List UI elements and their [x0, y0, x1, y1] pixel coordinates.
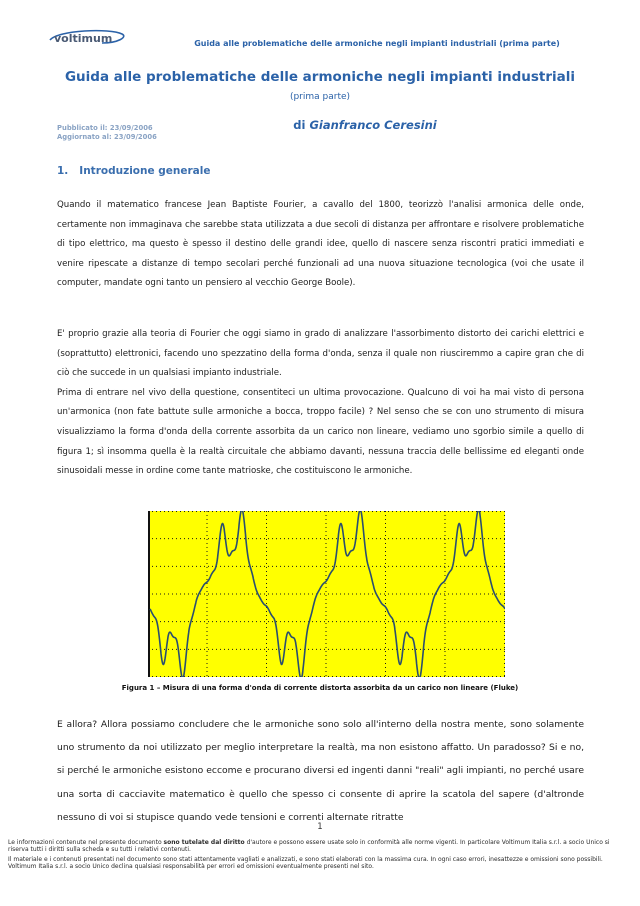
disclaimer-text: Le informazioni contenute nel presente documento	[8, 839, 164, 846]
paragraph-provocazione: Prima di entrare nel vivo della questione, consentiteci un ultima provocazione. Qualcuno di voi ha mai visto di persona un'armonica (non fate battute sulle armoniche a bocca, troppo facile) ? Nel senso che se con uno strumento di misura visualizziamo la forma d'onda della corrente assorbita da un carico non lineare, vediamo uno sgorbio simile a quello di figura 1; sì insomma quella è la realtà circuitale che abbiamo davanti, nessuna traccia delle bellissime ed eleganti onde sinusoidali messe in ordine come tante matrioske, che costituiscono le armoniche.	[57, 387, 584, 477]
disclaimer-liability: Il materiale e i contenuti presentati nel documento sono stati attentamente vagliati e analizzati, e sono stati elaborati con la massima cura. In ogni caso errori, inesattezze e omissioni sono possibili. Voltimum Italia s.r.l. a socio Unico declina qualsiasi responsabilità per errori ed omissioni eventualmente presenti nel sito.	[8, 855, 603, 870]
voltimum-logo	[44, 26, 130, 50]
byline	[90, 118, 640, 132]
update-date: Aggiornato al: 23/09/2006	[57, 133, 157, 142]
logo-text: voltimum	[54, 32, 113, 45]
page-number: 1	[317, 822, 323, 832]
disclaimer-copyright	[8, 839, 632, 854]
page-subtitle: (prima parte)	[289, 92, 351, 102]
footer-disclaimer	[8, 839, 632, 870]
disclaimer-text: d'autore e possono essere usate solo in conformità alle norme vigenti. In particolare Voltimum Italia s.r.l. a socio Unico si riserva tutti i diritti sulla scheda e su tutti i relativi contenuti.	[8, 839, 610, 854]
figure-caption: Figura 1 – Misura di una forma d'onda di corrente distorta assorbita da un carico non lineare (Fluke)	[121, 684, 519, 692]
byline-prefix: di	[293, 118, 310, 132]
publish-date: Pubblicato il: 23/09/2006	[57, 124, 153, 132]
section-number: 1.	[57, 165, 69, 177]
section-heading	[57, 165, 210, 177]
figure-waveform	[148, 511, 505, 677]
voltimum-logo-graphic	[44, 26, 130, 50]
paragraph-intro: Quando il matematico francese Jean Baptiste Fourier, a cavallo del 1800, teorizzò l'analisi armonica delle onde, certamente non immaginava che sarebbe stata utilizzata a due secoli di distanza per affrontare e risolvere problematiche di tipo elettrico, ma questo è spesso il destino delle grandi idee, quello di nascere senza riscontri pratici immediati e venire ripescate a distanze di tempo secolari perché funzionali ad una nuova situazione tecnologica (voi che usate il computer, mandate ogni tanto un pensiero al vecchio George Boole).	[57, 200, 584, 289]
section-title: Introduzione generale	[79, 165, 211, 177]
running-title: Guida alle problematiche delle armoniche negli impianti industriali (prima parte)	[194, 39, 560, 48]
disclaimer-bold-text: sono tutelate dal diritto	[163, 839, 245, 846]
author-name: Gianfranco Ceresini	[309, 118, 437, 132]
paragraph-conclusione: E allora? Allora possiamo concludere che le armoniche sono solo all'interno della nostra mente, sono solamente uno strumento da noi utilizzato per meglio interpretare la realtà, ma non esistono affatto. Un paradosso? Si e no, si perché le armoniche esistono eccome e procurano diversi ed ingenti danni "reali" agli impianti, no perché usare una sorta di cacciavite matematico è quello che spesso ci consente di aprire la scatola del sapere (d'altronde nessuno di voi si stupisce quando vede tensioni e correnti alternate ritratte	[57, 719, 584, 823]
paragraph-fourier: E' proprio grazie alla teoria di Fourier che oggi siamo in grado di analizzare l'assorbimento distorto dei carichi elettrici e (soprattutto) elettronici, facendo uno spezzatino della forma d'onda, senza il quale non riusciremmo a capire gran che di ciò che succede in un qualsiasi impianto industriale.	[57, 329, 584, 379]
page-title: Guida alle problematiche delle armoniche negli impianti industriali	[64, 69, 576, 85]
waveform-chart	[148, 511, 505, 677]
paragraph-group	[57, 325, 584, 482]
